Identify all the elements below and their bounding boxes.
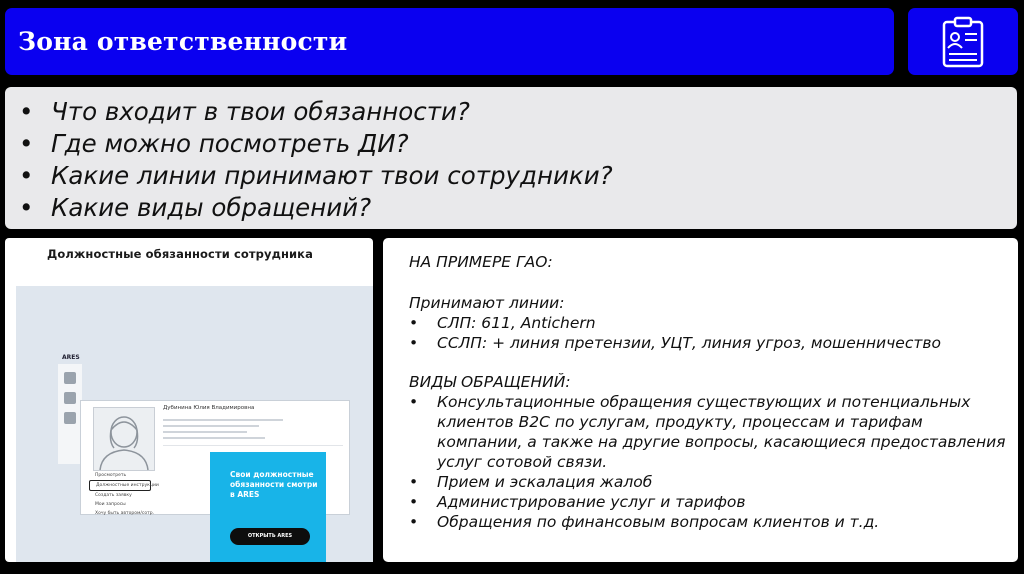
ares-promo-banner — [210, 452, 326, 562]
question-item: • Что входит в твои обязанности? — [19, 97, 470, 126]
menu-item[interactable]: Мои запросы — [95, 502, 126, 507]
type-item: • Обращения по финансовым вопросам клиентов и т.д. — [409, 512, 1009, 532]
clipboard-profile-icon — [941, 16, 985, 68]
lines-list — [409, 313, 1009, 353]
line-item: • СЛП: 611, Antichern — [409, 313, 1009, 333]
question-item: • Где можно посмотреть ДИ? — [19, 129, 409, 158]
example-content — [409, 252, 1009, 532]
lines-label: Принимают линии: — [409, 294, 565, 312]
menu-item-selected[interactable]: Должностные инструкции — [89, 480, 151, 491]
example-heading: НА ПРИМЕРЕ ГАО: — [409, 253, 553, 271]
employee-name: Дубинина Юлия Владимировна — [163, 405, 255, 411]
screenshot-title: Должностные обязанности сотрудника — [47, 247, 313, 261]
types-heading: ВИДЫ ОБРАЩЕНИЙ: — [409, 373, 571, 391]
menu-item[interactable]: Хочу быть автором/сотр. — [95, 511, 155, 516]
type-item: • Консультационные обращения существующих и потенциальных клиентов B2C по услугам, продукту, процессам и тарифам компании, а также на другие вопросы, касающиеся предоставления услуг сотовой связи. — [409, 392, 1009, 472]
profile-menu — [89, 471, 159, 518]
screenshot-panel — [5, 238, 373, 562]
question-item: • Какие виды обращений? — [19, 193, 372, 222]
app-sidebar — [58, 364, 82, 464]
ares-logo: ARES — [62, 354, 80, 361]
line-item: • ССЛП: + линия претензии, УЦТ, линия угроз, мошенничество — [409, 333, 1009, 353]
promo-text: Свои должностные обязанности смотри в ARES — [230, 470, 318, 499]
page-title: Зона ответственности — [18, 27, 348, 56]
questions-list — [5, 87, 1017, 224]
title-bar — [5, 8, 894, 75]
header-icon-box — [908, 8, 1018, 75]
example-panel — [383, 238, 1018, 562]
type-item: • Администрирование услуг и тарифов — [409, 492, 1009, 512]
type-item: • Прием и эскалация жалоб — [409, 472, 1009, 492]
avatar-placeholder — [93, 407, 155, 471]
menu-item[interactable]: Просмотреть — [95, 473, 127, 478]
open-ares-button[interactable]: ОТКРЫТЬ ARES — [230, 528, 310, 545]
types-list — [409, 392, 1009, 532]
person-icon — [94, 408, 154, 470]
menu-item[interactable]: Создать заявку — [95, 493, 132, 498]
question-item: • Какие линии принимают твои сотрудники? — [19, 161, 613, 190]
employee-details — [163, 415, 283, 443]
questions-panel — [5, 87, 1017, 229]
